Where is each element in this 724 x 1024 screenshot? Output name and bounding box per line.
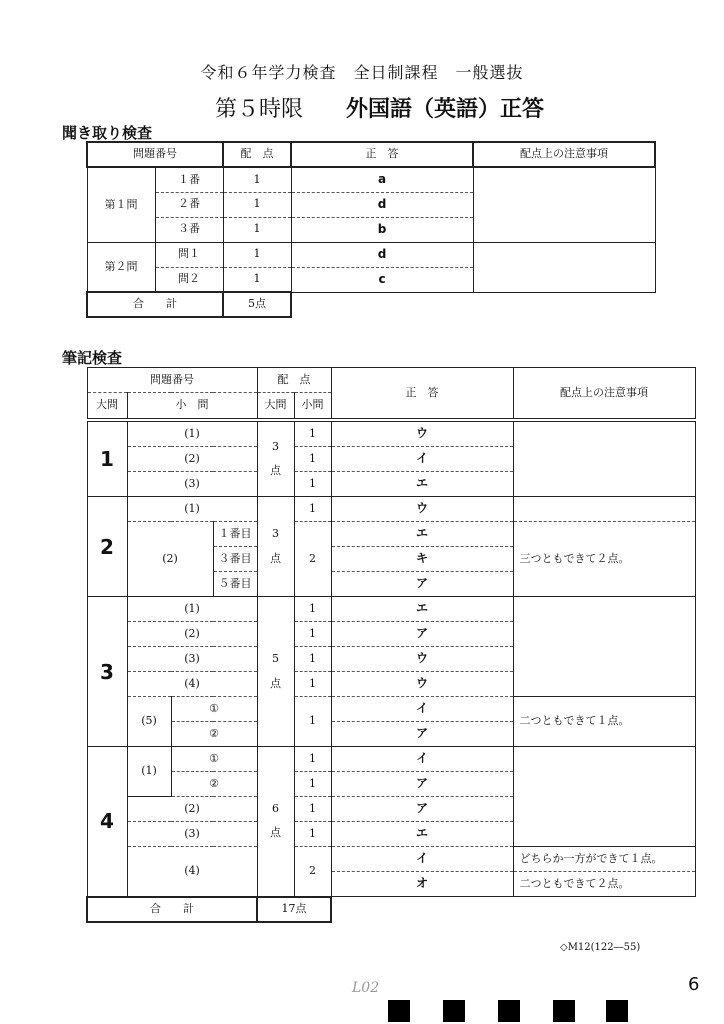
- q3-p: 1: [294, 647, 331, 672]
- q4-pts-a: 6: [272, 802, 279, 816]
- q2-p2: 2: [294, 522, 331, 597]
- l-answer: c: [291, 267, 473, 292]
- q1-p: 1: [294, 422, 331, 447]
- q4-ans: イ: [331, 747, 513, 772]
- q2-note-empty: [513, 497, 695, 522]
- q4-sub4: (4): [127, 847, 257, 897]
- q4-note1: どちらか一方ができて１点。: [513, 847, 695, 872]
- q4-label: 4: [87, 747, 127, 897]
- l-points: 1: [223, 167, 291, 192]
- q1-note: [513, 422, 695, 497]
- l-sub: 問２: [155, 267, 223, 292]
- l-group1-label: 第１問: [87, 167, 155, 242]
- q1-p: 1: [294, 472, 331, 497]
- q4-ans: ア: [331, 797, 513, 822]
- q2-ans: ア: [331, 572, 513, 597]
- q3-item: ②: [171, 722, 257, 747]
- q4-p: 1: [294, 747, 331, 772]
- wh-points: 配 点: [257, 368, 331, 393]
- period-label: 第５時限: [215, 97, 304, 122]
- listening-section-title: 聞き取り検査: [62, 124, 153, 142]
- q1-sub: (3): [127, 472, 257, 497]
- q4-sub: (2): [127, 797, 257, 822]
- w-total-label: 合 計: [87, 897, 257, 922]
- q3-pts: [257, 597, 294, 747]
- w-total: 17点: [257, 897, 331, 922]
- q1-p: 1: [294, 447, 331, 472]
- q1-sub: (2): [127, 447, 257, 472]
- wh-pmajor: 大問: [257, 393, 294, 419]
- listening-table: [86, 141, 656, 318]
- l-note: [473, 167, 655, 242]
- q4-item: ②: [171, 772, 257, 797]
- q1-pts: [257, 422, 294, 497]
- q3-ans: イ: [331, 697, 513, 722]
- l-answer: a: [291, 167, 473, 192]
- l-note: [473, 242, 655, 292]
- q4-ans: エ: [331, 822, 513, 847]
- q3-sub: (2): [127, 622, 257, 647]
- l-total: 5点: [223, 292, 291, 317]
- q2-note: 三つともできて２点。: [513, 522, 695, 597]
- wh-pminor: 小問: [294, 393, 331, 419]
- registration-mark: [553, 1000, 575, 1022]
- l-sub: 問１: [155, 242, 223, 267]
- wh-major: 大問: [87, 393, 127, 419]
- registration-mark: [606, 1000, 628, 1022]
- registration-mark: [498, 1000, 520, 1022]
- q1-pts-b: 点: [270, 464, 281, 478]
- q1-sub: (1): [127, 422, 257, 447]
- exam-title: 令和６年学力検査 全日制課程 一般選抜: [200, 63, 524, 82]
- q3-item: ①: [171, 697, 257, 722]
- q2-item: ３番目: [213, 547, 257, 572]
- q4-p: 1: [294, 822, 331, 847]
- l-points: 1: [223, 242, 291, 267]
- q3-ans: ウ: [331, 647, 513, 672]
- q1-pts-a: 3: [272, 439, 279, 453]
- l-answer: d: [291, 192, 473, 217]
- q2-ans: ウ: [331, 497, 513, 522]
- q3-pts-a: 5: [272, 652, 279, 666]
- l-sub: ３番: [155, 217, 223, 242]
- q4-ans: オ: [331, 872, 513, 897]
- l-points: 1: [223, 217, 291, 242]
- l-points: 1: [223, 267, 291, 292]
- lh-notes: 配点上の注意事項: [473, 142, 655, 167]
- q2-ans: エ: [331, 522, 513, 547]
- q2-pts-b: 点: [270, 551, 281, 565]
- q1-label: 1: [87, 422, 127, 497]
- q3-sub5: (5): [127, 697, 171, 747]
- handwritten-mark: L02: [352, 980, 380, 996]
- q3-p: 1: [294, 622, 331, 647]
- q4-p: 1: [294, 797, 331, 822]
- wh-answer: 正 答: [331, 368, 513, 419]
- lh-answer: 正 答: [291, 142, 473, 167]
- q3-ans: エ: [331, 597, 513, 622]
- l-total-label: 合 計: [87, 292, 223, 317]
- q2-sub2: (2): [127, 522, 213, 597]
- q3-sub: (1): [127, 597, 257, 622]
- q2-pts-a: 3: [272, 527, 279, 541]
- footer-code: ◇M12(122―55): [560, 942, 641, 953]
- wh-no: 問題番号: [87, 368, 257, 393]
- lh-points: 配 点: [223, 142, 291, 167]
- q4-pts: [257, 747, 294, 897]
- registration-mark: [388, 1000, 410, 1022]
- q3-p: 1: [294, 672, 331, 697]
- q3-label: 3: [87, 597, 127, 747]
- wh-minor: 小 問: [127, 393, 257, 419]
- q4-p4: 2: [294, 847, 331, 897]
- q3-sub: (3): [127, 647, 257, 672]
- q2-label: 2: [87, 497, 127, 597]
- q2-item: ５番目: [213, 572, 257, 597]
- q2-ans: キ: [331, 547, 513, 572]
- q1-ans: イ: [331, 447, 513, 472]
- q1-ans: エ: [331, 472, 513, 497]
- q4-pts-b: 点: [270, 826, 281, 840]
- q4-ans: イ: [331, 847, 513, 872]
- q4-sub1: (1): [127, 747, 171, 797]
- written-section-title: 筆記検査: [62, 349, 123, 367]
- l-sub: １番: [155, 167, 223, 192]
- q3-ans: ア: [331, 622, 513, 647]
- written-table: [86, 367, 696, 923]
- q2-sub: (1): [127, 497, 257, 522]
- q4-item: ①: [171, 747, 257, 772]
- l-answer: d: [291, 242, 473, 267]
- q3-note-empty: [513, 597, 695, 697]
- lh-no: 問題番号: [87, 142, 223, 167]
- l-answer: b: [291, 217, 473, 242]
- q3-note: 二つともできて１点。: [513, 697, 695, 747]
- page-number: 6: [688, 974, 700, 995]
- registration-mark: [443, 1000, 465, 1022]
- q4-p: 1: [294, 772, 331, 797]
- q3-ans: ウ: [331, 672, 513, 697]
- q4-note-empty: [513, 747, 695, 847]
- q2-item: １番目: [213, 522, 257, 547]
- q4-sub: (3): [127, 822, 257, 847]
- wh-notes: 配点上の注意事項: [513, 368, 695, 419]
- q3-pts-b: 点: [270, 676, 281, 690]
- l-points: 1: [223, 192, 291, 217]
- q4-ans: ア: [331, 772, 513, 797]
- q3-ans: ア: [331, 722, 513, 747]
- l-group2-label: 第２問: [87, 242, 155, 292]
- l-sub: ２番: [155, 192, 223, 217]
- q4-note2: 二つともできて２点。: [513, 872, 695, 897]
- q3-p: 1: [294, 597, 331, 622]
- q2-p: 1: [294, 497, 331, 522]
- q2-pts: [257, 497, 294, 597]
- subject-heading: 外国語（英語）正答: [346, 97, 545, 122]
- q3-sub: (4): [127, 672, 257, 697]
- q3-p5: 1: [294, 697, 331, 747]
- q1-ans: ウ: [331, 422, 513, 447]
